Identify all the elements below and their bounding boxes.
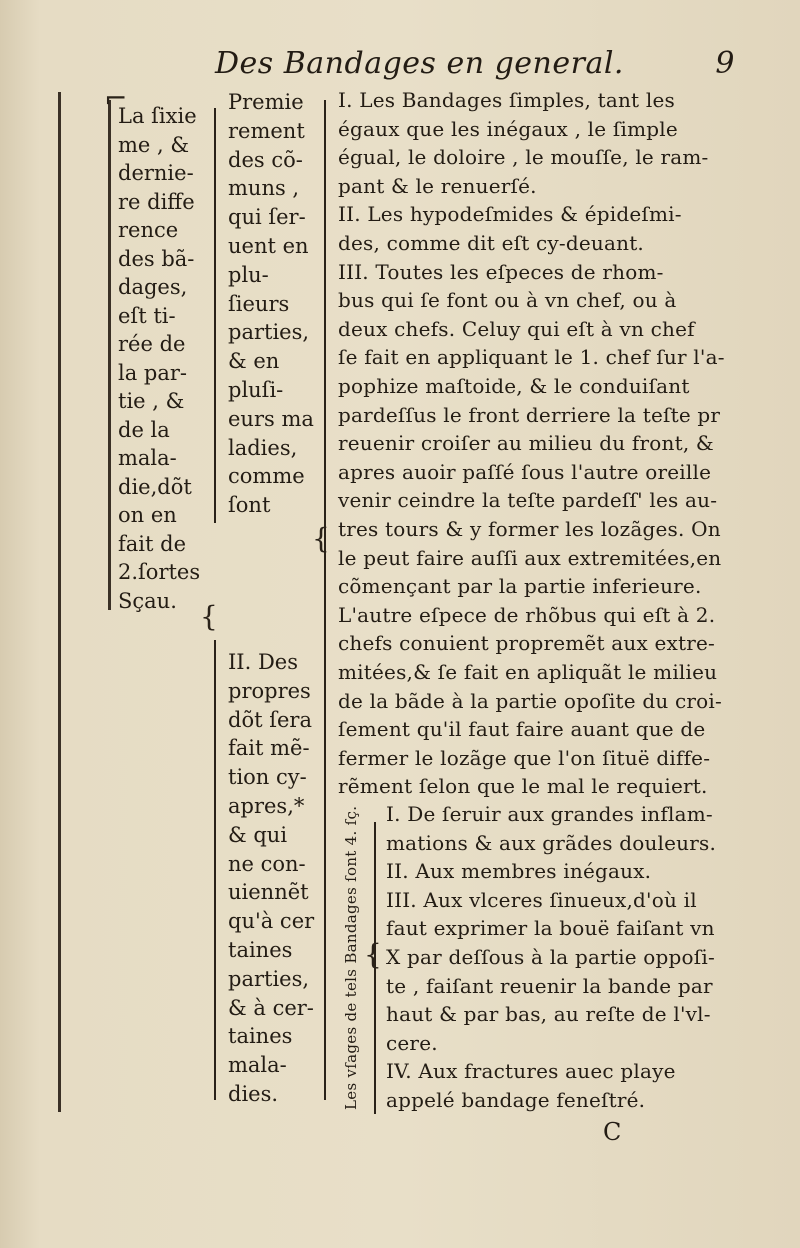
column-b-line: qu'à cer: [228, 909, 315, 934]
column-a-line: on en: [118, 503, 177, 527]
uses-line: X par deſſous à la partie oppoſi-: [386, 945, 715, 969]
header-title: Des Bandages en general.: [215, 46, 624, 81]
brace-curl: ⌐: [104, 82, 128, 115]
column-b-line: taines: [228, 938, 293, 962]
column-a-line: la par-: [118, 360, 188, 385]
main-text-line: deux chefs. Celuy qui eſt à vn chef: [338, 316, 695, 341]
brace: [324, 100, 326, 1100]
column-a-line: tie , &: [118, 389, 185, 413]
column-b-line: mala-: [228, 1053, 287, 1078]
column-a-line: La ſixie: [118, 104, 197, 128]
brace-curl: {: [312, 522, 330, 555]
column-a-line: dernie-: [118, 161, 194, 185]
column-b-line: muns ,: [228, 176, 300, 201]
uses-line: te , faiſant reuenir la bande par: [386, 973, 713, 998]
main-text-line: pant & le renuerſé.: [338, 173, 537, 198]
column-b-line: ne con-: [228, 851, 306, 876]
column-b-line: & à cer-: [228, 995, 314, 1020]
main-text-line: III. Toutes les eſpeces de rhom-: [338, 259, 664, 284]
column-b-line: rement: [228, 118, 305, 143]
column-a-line: de la: [118, 417, 170, 442]
column-a-line: eſt ti-: [118, 303, 176, 328]
column-b-line: tion cy-: [228, 765, 307, 790]
column-b-line: Premie: [228, 90, 304, 114]
main-text-line: I. Les Bandages ſimples, tant les: [338, 88, 675, 112]
column-b-line: comme: [228, 464, 305, 489]
column-a-line: mala-: [118, 446, 177, 470]
main-text-line: le peut faire auſſi aux extremitées,en: [338, 545, 722, 570]
margin-rule: [58, 92, 61, 1112]
column-a-line: 2.ſortes: [118, 560, 201, 584]
column-b-line: taines: [228, 1024, 293, 1049]
column-b-line: & en: [228, 349, 280, 374]
uses-line: I. De ſeruir aux grandes inflam-: [386, 802, 713, 826]
main-text-line: pardeſſus le front derriere la teſte pr: [338, 402, 721, 427]
brace-curl: {: [364, 938, 382, 971]
main-text-line: de la bãde à la partie opoſite du croi-: [338, 688, 722, 713]
column-a-line: des bã-: [118, 246, 195, 271]
main-text-line: venir ceindre la teſte pardeſſ' les au-: [338, 488, 718, 513]
main-text-line: II. Les hypodeſmides & épideſmi-: [338, 202, 682, 227]
main-text-line: égaux que les inégaux , le ſimple: [338, 116, 678, 141]
column-b-line: ladies,: [228, 435, 298, 460]
column-b-line: uent en: [228, 234, 309, 258]
column-b-line: eurs ma: [228, 406, 314, 431]
uses-line: III. Aux vlceres ſinueux,d'où il: [386, 887, 697, 912]
main-text-line: L'autre eſpece de rhõbus qui eſt à 2.: [338, 602, 716, 627]
column-b-line: parties,: [228, 966, 310, 991]
column-a-line: Sçau.: [118, 588, 177, 613]
page-number: 9: [715, 46, 735, 81]
uses-line: II. Aux membres inégaux.: [386, 859, 652, 884]
main-text-line: bus qui ſe font ou à vn chef, ou à: [338, 288, 677, 313]
column-b-line: ſont: [228, 493, 271, 518]
column-b-line: dies.: [228, 1082, 279, 1106]
main-text-line: cõmençant par la partie inferieure.: [338, 574, 702, 599]
running-header: [215, 46, 735, 86]
column-a-line: fait de: [118, 531, 186, 556]
main-text-line: ſement qu'il faut faire auant que de: [338, 717, 706, 742]
main-text-line: pophize maſtoide, & le conduiſant: [338, 374, 690, 398]
column-a-line: rence: [118, 218, 179, 242]
uses-line: cere.: [386, 1030, 438, 1055]
column-b-line: II. Des: [228, 650, 298, 674]
column-b-line: des cõ-: [228, 147, 303, 172]
main-text-line: égual, le doloire , le mouſſe, le ram-: [338, 145, 709, 170]
column-b-line: ſieurs: [228, 291, 290, 316]
main-text-line: chefs conuient propremẽt aux extre-: [338, 631, 715, 656]
column-b-line: pluſi-: [228, 378, 284, 402]
main-text-line: ſe fait en appliquant le 1. chef ſur l'a-: [338, 345, 725, 370]
main-text-line: tres tours & y former les lozãges. On: [338, 517, 721, 541]
vertical-note: Les vſages de tels Bandages ſont 4. ſç.: [342, 805, 360, 1110]
uses-line: faut exprimer la bouë faiſant vn: [386, 916, 715, 941]
main-text-line: des, comme dit eſt cy-deuant.: [338, 231, 644, 255]
column-a-line: rée de: [118, 332, 186, 356]
column-b-line: parties,: [228, 320, 310, 345]
main-text-line: mitées,& ſe fait en apliquãt le milieu: [338, 660, 718, 684]
main-text-line: fermer le lozãge que l'on ſituë diffe-: [338, 745, 711, 770]
main-text-line: rẽment ſelon que le mal le requiert.: [338, 774, 708, 799]
column-a-line: dages,: [118, 275, 188, 299]
brace: [214, 108, 216, 523]
main-text-line: apres auoir paſſé ſous l'autre oreille: [338, 459, 712, 484]
column-b-line: & qui: [228, 822, 288, 847]
margin-rule: [108, 100, 111, 610]
uses-line: haut & par bas, au reſte de l'vl-: [386, 1002, 711, 1027]
column-b-line: dõt ſera: [228, 707, 312, 732]
main-text-line: reuenir croiſer au milieu du front, &: [338, 431, 714, 456]
column-b-line: plu-: [228, 262, 269, 287]
uses-line: appelé bandage feneſtré.: [386, 1088, 646, 1112]
uses-line: IV. Aux fractures auec playe: [386, 1059, 676, 1084]
column-b-line: uiennẽt: [228, 880, 309, 905]
column-b-line: propres: [228, 678, 311, 703]
column-b-line: fait mẽ-: [228, 736, 310, 761]
column-a-line: me , &: [118, 132, 190, 157]
brace: [214, 640, 216, 1100]
column-a-line: re diffe: [118, 189, 195, 214]
column-b-line: qui ſer-: [228, 205, 306, 230]
uses-line: mations & aux grãdes douleurs.: [386, 830, 717, 855]
column-a-line: die,dõt: [118, 474, 192, 499]
signature-mark: C: [603, 1118, 622, 1146]
brace-curl: {: [200, 600, 218, 633]
column-b-line: apres,*: [228, 794, 305, 818]
